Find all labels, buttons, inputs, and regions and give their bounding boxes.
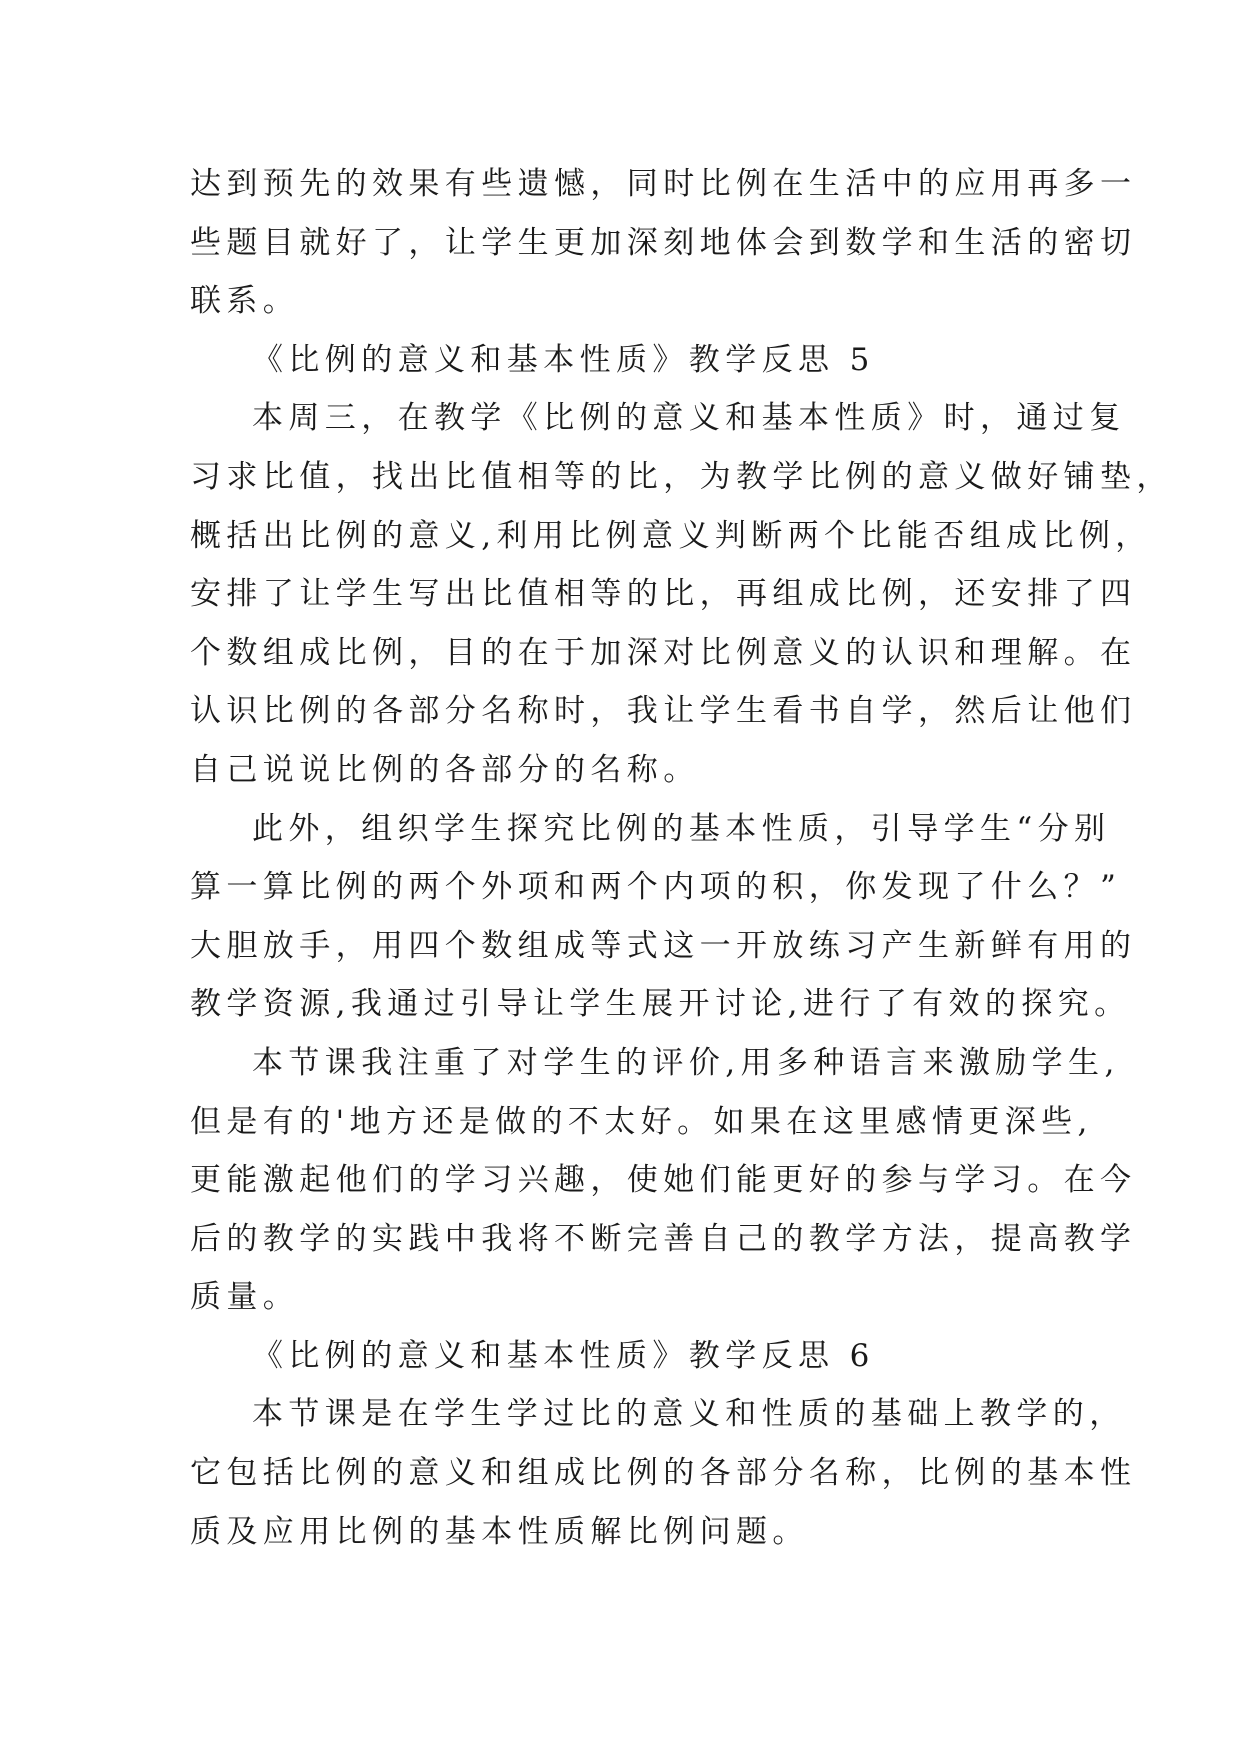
- text-line: 更能激起他们的学习兴趣，使她们能更好的参与学习。在今: [190, 1162, 1137, 1199]
- text-line: 算一算比例的两个外项和两个内项的积，你发现了什么？”: [190, 869, 1122, 906]
- text-line: 此外，组织学生探究比例的基本性质，引导学生“分别: [252, 810, 1111, 847]
- text-line: 安排了让学生写出比值相等的比，再组成比例，还安排了四: [190, 576, 1137, 613]
- text-line: 达到预先的效果有些遗憾，同时比例在生活中的应用再多一: [190, 166, 1137, 202]
- text-line: 个数组成比例，目的在于加深对比例意义的认识和理解。在: [190, 634, 1137, 671]
- section-heading: 《比例的意义和基本性质》教学反思 6: [252, 1337, 875, 1374]
- text-line: 质及应用比例的基本性质解比例问题。: [190, 1513, 809, 1550]
- text-line: 概括出比例的意义,利用比例意义判断两个比能否组成比例，: [190, 517, 1152, 554]
- text-line: 认识比例的各部分名称时，我让学生看书自学，然后让他们: [190, 693, 1137, 730]
- text-line: 它包括比例的意义和组成比例的各部分名称，比例的基本性: [190, 1455, 1137, 1492]
- text-line: 本节课我注重了对学生的评价,用多种语言来激励学生,: [252, 1044, 1120, 1081]
- text-line: 些题目就好了，让学生更加深刻地体会到数学和生活的密切: [190, 224, 1137, 261]
- text-line: 质量。: [190, 1279, 300, 1316]
- text-line: 本周三，在教学《比例的意义和基本性质》时，通过复: [252, 400, 1126, 437]
- text-line: 但是有的'地方还是做的不太好。如果在这里感情更深些,: [190, 1103, 1093, 1140]
- text-line: 本节课是在学生学过比的意义和性质的基础上教学的，: [252, 1396, 1126, 1433]
- section-heading: 《比例的意义和基本性质》教学反思 5: [252, 341, 875, 378]
- text-line: 联系。: [190, 283, 300, 320]
- document-page: [190, 155, 1173, 1561]
- text-line: 大胆放手，用四个数组成等式这一开放练习产生新鲜有用的: [190, 927, 1137, 964]
- text-line: 教学资源,我通过引导让学生展开讨论,进行了有效的探究。: [190, 986, 1131, 1023]
- text-line: 习求比值，找出比值相等的比，为教学比例的意义做好铺垫，: [190, 458, 1173, 495]
- text-line: 后的教学的实践中我将不断完善自己的教学方法，提高教学: [190, 1220, 1137, 1257]
- text-line: 自己说说比例的各部分的名称。: [190, 751, 700, 788]
